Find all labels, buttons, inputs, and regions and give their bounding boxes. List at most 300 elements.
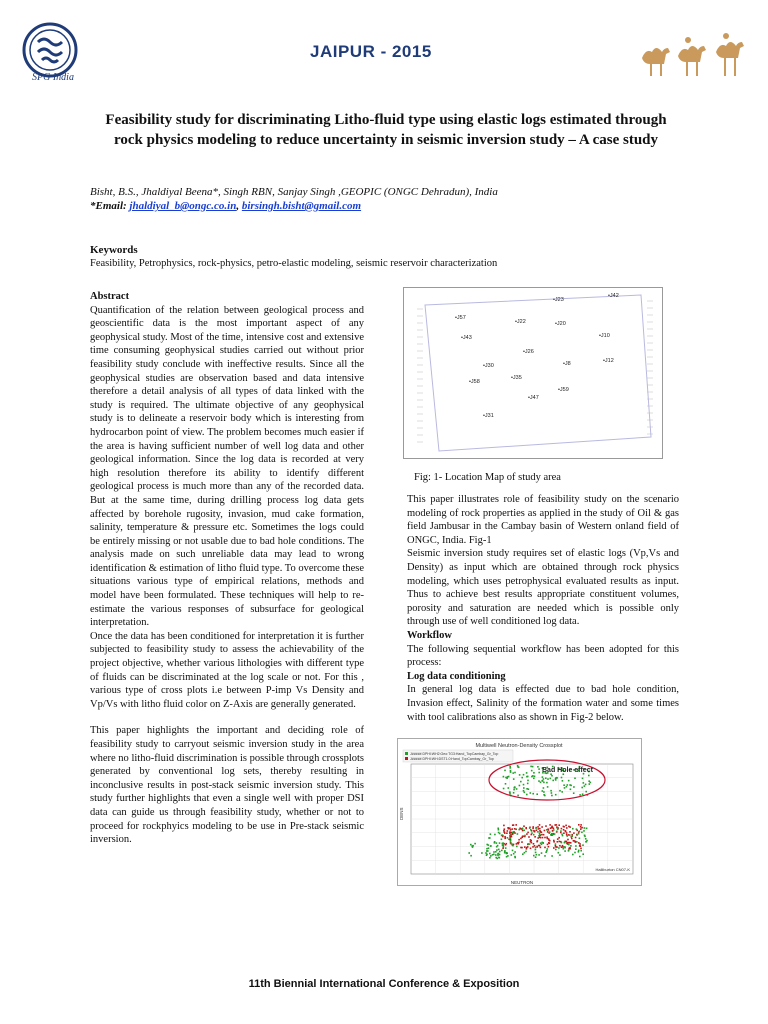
scatter-point [523,774,525,776]
scatter-point [510,771,512,773]
scatter-point [512,850,514,852]
scatter-point [522,853,524,855]
scatter-point [545,825,547,827]
scatter-point [566,841,568,843]
scatter-point [575,845,577,847]
abstract-paragraph-1: Quantification of the relation between geological process and geoscientific data is the most important aspect of any geophysical study. Most of the time, intensive cost and extensive time consuming geophysical studies carried out without prior feasibility study conclude with ineffective results. Since all the geophysical studies are observation based and data intensive therefore a detail analysis of all types of data linked with the study is required. The ultimate objective of any geophysical study is to delineate a reservoir body which is interesting from hydrocarbon point of view. The problem becomes much easier if the area is having sufficient number of well log data and other geological information. Since the log data is recorded at very high resolution therefore its ability to identify different geological process is much more than any of the recorded data. But at the same time, during drilling process log data gets affected by borehole rugosity, invasion, mud cake formation, salinity, temperature & pressure etc. Sometimes the logs could be entirely missing or not usable due to bad hole conditions. The analysis made on such unreliable data may lead to wrong identification & estimation of litho fluid type. To overcome these situations various type of empirical relations, methods and model have been formulated. These techniques will help to re-estimate the various responses of subsurface for geological interpretation. [90,304,364,629]
scatter-point [564,850,566,852]
scatter-point [579,856,581,858]
scatter-point [549,831,551,833]
scatter-point [517,795,519,797]
abstract-paragraph-2: Once the data has been conditioned for interpretation it is further subjected to feasibility study to assess the achievability of the project objective, whether various lithologies with different type of fluids can be discriminated at the log scale or not. For this , various type of cross plots i.e between P-imp Vs Density and Vp/Vs with litho fluid color on Z-Axis are generally generated. [90,630,364,710]
scatter-point [498,857,500,859]
scatter-point [569,831,571,833]
scatter-point [512,824,514,826]
logo-caption: SPG India [32,72,74,83]
well-label: •J47 [528,395,539,401]
scatter-point [496,858,498,860]
scatter-point [513,778,515,780]
scatter-point [559,845,561,847]
scatter-point [543,834,545,836]
scatter-point [510,829,512,831]
scatter-point [472,846,474,848]
well-label: •J43 [461,335,472,341]
scatter-point [566,832,568,834]
scatter-point [494,842,496,844]
scatter-point [523,825,525,827]
scatter-point [568,844,570,846]
scatter-point [514,857,516,859]
scatter-point [541,834,543,836]
scatter-point [520,781,522,783]
scatter-point [589,783,591,785]
scatter-point [562,845,564,847]
legend-entry-2: J#####:DPHI:WH:DST1.0:Hand_TopCambay_Gr_Top [410,757,494,761]
scatter-point [513,792,515,794]
crossplot-corner-label: Halliburton CN07-K [595,867,630,872]
scatter-point [526,833,528,835]
scatter-point [530,829,532,831]
scatter-point [567,839,569,841]
scatter-point [525,828,527,830]
scatter-point [485,852,487,854]
scatter-point [556,777,558,779]
scatter-point [584,827,586,829]
scatter-point [561,791,563,793]
scatter-point [535,856,537,858]
scatter-point [534,776,536,778]
scatter-point [527,832,529,834]
well-label: •J59 [558,387,569,393]
scatter-point [489,857,491,859]
scatter-point [532,846,534,848]
scatter-point [504,832,506,834]
scatter-point [539,824,541,826]
scatter-point [516,788,518,790]
scatter-point [534,836,536,838]
scatter-point [531,834,533,836]
scatter-point [510,832,512,834]
scatter-point [555,845,557,847]
scatter-point [541,842,543,844]
scatter-point [530,840,532,842]
well-label: •J26 [523,349,534,355]
scatter-point [509,838,511,840]
scatter-point [544,837,546,839]
scatter-point [518,829,520,831]
scatter-point [540,842,542,844]
scatter-point [512,832,514,834]
scatter-point [510,767,512,769]
scatter-point [511,854,513,856]
scatter-point [564,842,566,844]
scatter-point [551,792,553,794]
scatter-point [548,839,550,841]
scatter-point [504,838,506,840]
scatter-point [544,830,546,832]
email-link-1[interactable]: jhaldiyal_b@ongc.co.in [129,200,237,212]
scatter-point [526,848,528,850]
scatter-point [496,842,498,844]
scatter-point [552,834,554,836]
scatter-point [527,780,529,782]
scatter-point [547,831,549,833]
scatter-point [536,793,538,795]
scatter-point [527,776,529,778]
scatter-point [581,827,583,829]
scatter-point [474,843,476,845]
scatter-point [513,853,515,855]
scatter-point [535,849,537,851]
scatter-point [523,830,525,832]
scatter-point [544,855,546,857]
scatter-point [542,790,544,792]
scatter-point [583,782,585,784]
email-link-2[interactable]: birsingh.bisht@gmail.com [241,200,362,212]
scatter-point [507,827,509,829]
scatter-point [530,848,532,850]
scatter-point [523,790,525,792]
scatter-point [515,828,517,830]
scatter-point [520,838,522,840]
scatter-point [559,841,561,843]
scatter-point [522,830,524,832]
scatter-point [490,833,492,835]
scatter-point [514,786,516,788]
workflow-heading: Workflow [407,629,452,641]
scatter-point [563,829,565,831]
scatter-point [547,828,549,830]
inversion-paragraph: Seismic inversion study requires set of elastic logs (Vp,Vs and Density) as input which are obtained through rock physics modeling, which uses petrophysical evaluated results as input. Thus to achieve best results appropriate constituent volumes, porosity and saturation are needed which is possible only through use of well conditioned log data. [407,548,679,628]
scatter-point [505,847,507,849]
scatter-point [542,837,544,839]
scatter-point [540,831,542,833]
scatter-point [575,837,577,839]
scatter-point [573,792,575,794]
scatter-point [537,837,539,839]
scatter-point [495,854,497,856]
scatter-point [538,772,540,774]
scatter-point [539,828,541,830]
scatter-point [580,848,582,850]
scatter-point [540,837,542,839]
scatter-point [510,840,512,842]
scatter-point [497,855,499,857]
scatter-point [527,843,529,845]
scatter-point [557,828,559,830]
scatter-point [568,826,570,828]
scatter-point [490,845,492,847]
scatter-point [503,788,505,790]
scatter-point [529,827,531,829]
scatter-point [509,766,511,768]
scatter-point [547,778,549,780]
scatter-point [501,850,503,852]
crossplot-figure [397,738,642,886]
scatter-point [508,787,510,789]
scatter-point [560,832,562,834]
scatter-point [507,776,509,778]
scatter-point [519,774,521,776]
bad-hole-annotation: Bad Hole effect [542,767,593,774]
scatter-point [538,828,540,830]
scatter-point [583,830,585,832]
well-label: •J57 [455,315,466,321]
scatter-point [558,837,560,839]
scatter-point [550,778,552,780]
scatter-point [505,777,507,779]
scatter-point [566,827,568,829]
well-label: •J23 [553,297,564,303]
email-label: *Email: [90,200,127,212]
scatter-point [514,851,516,853]
scatter-point [504,770,506,772]
scatter-point [523,787,525,789]
scatter-point [572,828,574,830]
scatter-point [586,828,588,830]
crossplot-ylabel: DENS [399,807,404,820]
scatter-point [539,845,541,847]
scatter-point [521,841,523,843]
scatter-point [569,842,571,844]
scatter-point [543,778,545,780]
scatter-point [510,842,512,844]
scatter-point [498,829,500,831]
scatter-point [544,795,546,797]
scatter-point [536,841,538,843]
scatter-point [526,794,528,796]
scatter-point [582,853,584,855]
scatter-point [575,848,577,850]
scatter-point [573,786,575,788]
scatter-point [566,835,568,837]
scatter-point [581,787,583,789]
scatter-point [574,852,576,854]
scatter-point [551,795,553,797]
scatter-point [579,794,581,796]
scatter-point [555,779,557,781]
scatter-point [499,851,501,853]
scatter-point [581,832,583,834]
scatter-point [504,836,506,838]
scatter-point [569,847,571,849]
scatter-point [545,851,547,853]
scatter-point [512,845,514,847]
scatter-point [532,828,534,830]
scatter-point [517,842,519,844]
well-label: •J58 [469,379,480,385]
intro-paragraph: This paper illustrates role of feasibility study on the scenario modeling of rock properties as applied in the study of Oil & gas field Jambusar in the Cambay basin of Western onland field of ONGC, India. Fig-1 [407,494,679,546]
scatter-point [584,785,586,787]
scatter-point [539,833,541,835]
scatter-point [506,852,508,854]
scatter-point [533,855,535,857]
camels-illustration [636,28,758,80]
scatter-point [561,834,563,836]
scatter-point [585,791,587,793]
location-map-figure [403,287,663,459]
scatter-point [532,793,534,795]
scatter-point [509,836,511,838]
scatter-point [503,846,505,848]
scatter-point [576,828,578,830]
scatter-point [561,828,563,830]
scatter-point [519,785,521,787]
scatter-point [576,841,578,843]
log-conditioning-heading: Log data conditioning [407,670,506,682]
scatter-point [470,844,472,846]
scatter-point [486,844,488,846]
scatter-point [556,846,558,848]
scatter-point [501,839,503,841]
scatter-point [518,839,520,841]
scatter-point [544,847,546,849]
scatter-point [558,824,560,826]
scatter-point [552,780,554,782]
scatter-point [543,782,545,784]
scatter-point [570,789,572,791]
figure1-caption: Fig: 1- Location Map of study area [414,472,561,483]
scatter-point [531,832,533,834]
scatter-point [565,831,567,833]
scatter-point [534,831,536,833]
scatter-point [527,846,529,848]
scatter-point [554,833,556,835]
scatter-point [571,835,573,837]
scatter-point [524,846,526,848]
email-line [90,200,690,212]
scatter-point [470,855,472,857]
scatter-point [546,829,548,831]
scatter-point [588,780,590,782]
scatter-point [503,825,505,827]
scatter-point [563,784,565,786]
scatter-point [520,847,522,849]
scatter-point [541,826,543,828]
authors: Bisht, B.S., Jhaldiyal Beena*, Singh RBN, Sanjay Singh ,GEOPIC (ONGC Dehradun), India [90,186,498,198]
scatter-point [541,852,543,854]
scatter-point [534,845,536,847]
scatter-point [551,855,553,857]
scatter-point [496,849,498,851]
scatter-point [504,851,506,853]
scatter-point [506,832,508,834]
scatter-point [573,832,575,834]
legend-entry-1: J#####:DPHI:WH2:Geo:TG3:Hand_TopCambay_Gr_Top [410,752,499,756]
scatter-point [580,826,582,828]
scatter-point [580,828,582,830]
scatter-point [525,851,527,853]
scatter-point [561,846,563,848]
scatter-point [553,847,555,849]
scatter-point [564,847,566,849]
scatter-point [578,833,580,835]
scatter-point [535,852,537,854]
scatter-point [503,830,505,832]
scatter-point [551,827,553,829]
scatter-point [575,841,577,843]
scatter-point [559,790,561,792]
scatter-point [538,780,540,782]
scatter-point [514,772,516,774]
scatter-point [528,836,530,838]
well-label: •J20 [555,321,566,327]
scatter-point [537,826,539,828]
scatter-point [578,842,580,844]
scatter-point [579,831,581,833]
scatter-point [532,766,534,768]
scatter-point [574,777,576,779]
scatter-point [530,766,532,768]
scatter-point [504,828,506,830]
scatter-point [540,847,542,849]
scatter-point [556,831,558,833]
scatter-point [507,837,509,839]
scatter-point [537,766,539,768]
scatter-point [507,855,509,857]
scatter-point [570,845,572,847]
scatter-point [524,852,526,854]
scatter-point [521,777,523,779]
scatter-point [558,847,560,849]
scatter-point [510,770,512,772]
scatter-point [487,850,489,852]
scatter-point [495,851,497,853]
scatter-point [538,768,540,770]
scatter-point [557,838,559,840]
scatter-point [571,838,573,840]
scatter-point [533,772,535,774]
scatter-point [511,834,513,836]
scatter-point [524,792,526,794]
scatter-point [586,841,588,843]
scatter-point [553,841,555,843]
scatter-point [560,830,562,832]
scatter-point [547,844,549,846]
scatter-point [541,780,543,782]
scatter-point [569,834,571,836]
scatter-point [537,831,539,833]
paper-title: Feasibility study for discriminating Litho-fluid type using elastic logs estimated through rock physics modeling to reduce uncertainty in seismic inversion study – A case study [105,112,667,148]
scatter-point [486,848,488,850]
crossplot-xlabel: NEUTRON [510,880,534,885]
scatter-point [533,834,535,836]
scatter-point [512,772,514,774]
scatter-point [588,775,590,777]
scatter-point [499,842,501,844]
scatter-point [494,834,496,836]
scatter-point [502,843,504,845]
scatter-point [564,787,566,789]
right-column [407,493,679,724]
scatter-point [530,792,532,794]
scatter-point [566,842,568,844]
scatter-point [550,790,552,792]
scatter-point [558,852,560,854]
scatter-point [512,833,514,835]
footer: 11th Biennial International Conference & Exposition [248,978,520,990]
keywords-heading: Keywords [90,244,138,256]
scatter-point [563,826,565,828]
scatter-point [543,787,545,789]
scatter-point [517,765,519,767]
scatter-point [503,776,505,778]
scatter-point [567,784,569,786]
scatter-point [553,829,555,831]
scatter-point [524,835,526,837]
scatter-point [536,846,538,848]
scatter-point [511,828,513,830]
